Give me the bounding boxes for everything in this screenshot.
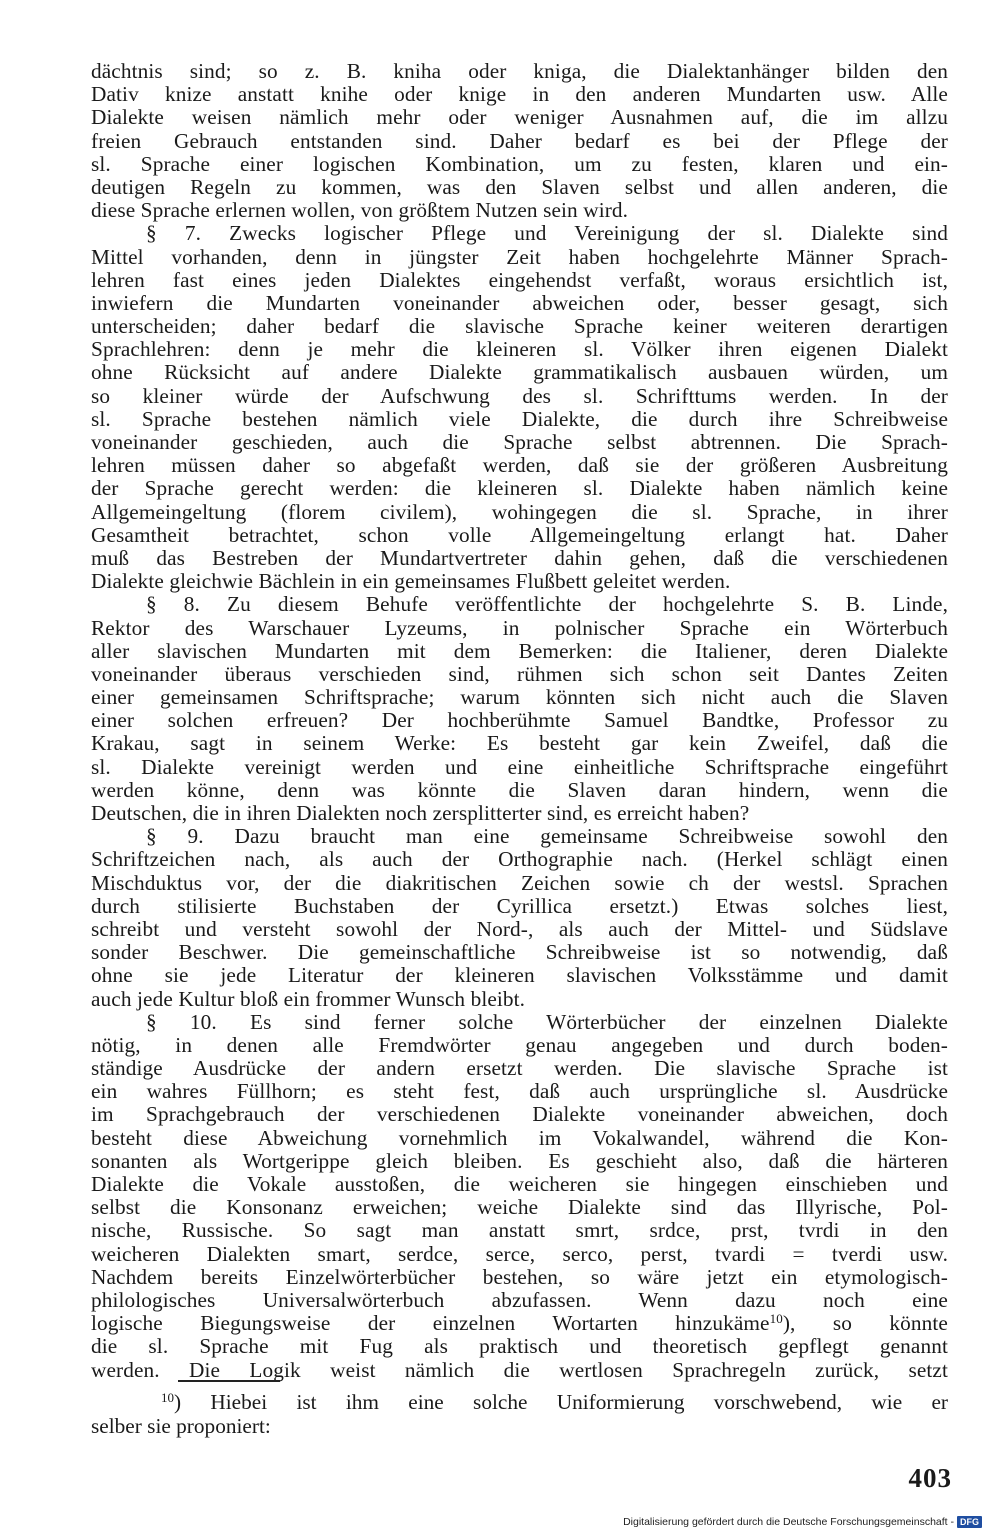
text-line: Dialekte gleichwie Bächlein in ein gemeinsames Flußbett geleitet werden. — [91, 570, 731, 594]
text-line: durch stilisierte Buchstaben der Cyrillica ersetzt.) Etwas solches liest, — [91, 894, 948, 918]
paragraph-section-10 — [91, 1011, 948, 1382]
footnote-marker: 10 — [161, 1390, 174, 1405]
text-line: ein wahres Füllhorn; es steht fest, daß auch ursprüngliche sl. Ausdrücke — [91, 1080, 948, 1104]
text-line: Rektor des Warschauer Lyzeums, in polnischer Sprache ein Wörterbuch — [91, 616, 948, 640]
text-line: sonder Beschwer. Die gemeinschaftliche Schreibweise ist so notwendig, daß — [91, 941, 948, 965]
text-line-part: ), so könnte — [782, 1312, 948, 1336]
text-line: Mischduktus vor, der die diakritischen Zeichen sowie ch der westsl. Sprachen — [91, 871, 948, 895]
text-line: Dialekte weisen nämlich mehr oder weniger Ausnahmen auf, die im allzu — [91, 106, 948, 130]
text-line: ohne Rücksicht auf andere Dialekte grammatikalisch ausbauen würden, um — [91, 361, 948, 385]
text-line: diese Sprache erlernen wollen, von größtem Nutzen sein wird. — [91, 199, 629, 223]
text-line: Schriftzeichen nach, als auch der Orthographie nach. (Herkel schlägt einen — [91, 848, 948, 872]
text-line: weicheren Dialekten smart, serdce, serce, serco, perst, tvardi = tverdi usw. — [91, 1242, 948, 1266]
text-line: Mittel vorhanden, denn in jüngster Zeit haben hochgelehrte Männer Sprach- — [91, 245, 948, 269]
text-line: einer gemeinsamen Schriftsprache; warum könnten sich nicht auch die Slaven — [91, 686, 948, 710]
text-line: auch jede Kultur bloß ein frommer Wunsch bleibt. — [91, 987, 526, 1011]
text-line: voneinander geschieden, auch die Sprache selbst abtrennen. Die Sprach- — [91, 431, 948, 454]
text-line: besteht diese Abweichung vornehmlich im Vokalwandel, während die Kon- — [91, 1126, 948, 1150]
text-line: sl. Sprache einer logischen Kombination, um zu festen, klaren und ein- — [91, 152, 948, 176]
text-line: lehren fast eines jeden Dialektes eingehendst verfaßt, woraus ersichtlich ist, — [91, 268, 948, 292]
text-line: Gesamtheit betrachtet, schon volle Allgemeingeltung erlangt hat. Daher — [91, 523, 948, 547]
text-line: nötig, in denen alle Fremdwörter genau angegeben und durch boden- — [91, 1033, 948, 1057]
paragraph-section-7 — [91, 222, 948, 593]
text-line: sonanten als Wortgerippe gleich bleiben. Es geschieht also, daß die härteren — [91, 1149, 948, 1173]
digitization-credit — [623, 1516, 982, 1528]
text-line: voneinander überaus verschieden sind, rühmen sich schon seit Dantes Zeiten — [91, 662, 948, 686]
main-text — [91, 60, 948, 1382]
text-line: § 9. Dazu braucht man eine gemeinsame Schreibweise sowohl den — [146, 825, 948, 849]
text-line: Deutschen, die in ihren Dialekten noch zersplitterter sind, es erreicht haben? — [91, 802, 750, 825]
text-line: die sl. Sprache mit Fug als praktisch und theoretisch gepflegt genannt — [91, 1335, 948, 1359]
text-line: § 7. Zwecks logischer Pflege und Vereinigung der sl. Dialekte sind — [146, 222, 948, 246]
text-line: schreibt und versteht sowohl der Nord-, als auch der Mittel- und Südslave — [91, 917, 948, 941]
footnote — [91, 1390, 948, 1438]
text-line: § 10. Es sind ferner solche Wörterbücher der einzelnen Dialekte — [146, 1010, 948, 1034]
footnote-divider — [178, 1380, 280, 1382]
text-line: aller slavischen Mundarten mit dem Bemerken: die Italiener, deren Dialekte — [91, 639, 948, 663]
credit-text: Digitalisierung gefördert durch die Deutsche Forschungsgemeinschaft - — [623, 1516, 954, 1528]
text-line: sl. Dialekte vereinigt werden und eine einheitliche Schriftsprache eingeführt — [91, 755, 948, 779]
footnote-line — [91, 1390, 948, 1414]
paragraph-continuation — [91, 60, 948, 222]
text-line: philologisches Universalwörterbuch abzufassen. Wenn dazu noch eine — [91, 1288, 948, 1312]
text-line: Krakau, sagt in seinem Werke: Es besteht gar kein Zweifel, daß die — [91, 732, 948, 756]
text-line-part: logische Biegungsweise der einzelnen Wortarten hinzukäme — [91, 1312, 770, 1336]
text-line: Allgemeingeltung (florem civilem), wohingegen die sl. Sprache, in ihrer — [91, 500, 948, 524]
paragraph-section-8 — [91, 593, 948, 825]
text-line: muß das Bestreben der Mundartvertreter dahin gehen, daß die verschiedenen — [91, 546, 948, 570]
text-line: Sprachlehren: denn je mehr die kleineren sl. Völker ihren eigenen Dialekt — [91, 338, 948, 362]
text-line: nische, Russische. So sagt man anstatt smrt, srdce, prst, tvrdi in den — [91, 1219, 948, 1243]
paragraph-section-9 — [91, 825, 948, 1011]
text-line: Dialekte die Vokale ausstoßen, die weicheren sie hingegen einschieben und — [91, 1173, 948, 1196]
text-line: Nachdem bereits Einzelwörterbücher bestehen, so wäre jetzt ein etymologisch- — [91, 1265, 948, 1289]
footnote-line: selber sie proponiert: — [91, 1414, 271, 1438]
text-line: unterscheiden; daher bedarf die slavische Sprache keiner weiteren derartigen — [91, 315, 948, 339]
text-line: sl. Sprache bestehen nämlich viele Dialekte, die durch ihre Schreibweise — [91, 407, 948, 431]
text-line: im Sprachgebrauch der verschiedenen Dialekte voneinander abweichen, doch — [91, 1103, 948, 1127]
footnote-text: ) Hiebei ist ihm eine solche Uniformierung vorschwebend, wie er — [174, 1390, 948, 1414]
text-line: ständige Ausdrücke der andern ersetzt werden. Die slavische Sprache ist — [91, 1057, 948, 1081]
text-line: lehren müssen daher so abgefaßt werden, daß sie der größeren Ausbreitung — [91, 454, 948, 478]
text-line: einer solchen erfreuen? Der hochberühmte Samuel Bandtke, Professor zu — [91, 709, 948, 733]
text-line: so kleiner würde der Aufschwung des sl. Schrifttums werden. In der — [91, 384, 948, 408]
footnote-reference: 10 — [769, 1312, 783, 1327]
dfg-logo: DFG — [957, 1516, 982, 1528]
text-line: deutigen Regeln zu kommen, was den Slaven selbst und allen anderen, die — [91, 175, 948, 199]
text-line-with-note-ref — [91, 1312, 948, 1335]
text-line: inwiefern die Mundarten voneinander abweichen oder, besser gesagt, sich — [91, 291, 948, 315]
text-line: dächtnis sind; so z. B. kniha oder kniga, die Dialektanhänger bilden den — [91, 60, 948, 83]
text-line: Dativ knize anstatt knihe oder knige in den anderen Mundarten usw. Alle — [91, 83, 948, 107]
text-line: werden. Die Logik weist nämlich die wertlosen Sprachregeln zurück, setzt — [91, 1358, 948, 1382]
text-line: der Sprache gerecht werden: die kleineren sl. Dialekte haben nämlich keine — [91, 477, 948, 501]
text-line: freien Gebrauch entstanden sind. Daher bedarf es bei der Pflege der — [91, 129, 948, 153]
text-line: § 8. Zu diesem Behufe veröffentlichte der hochgelehrte S. B. Linde, — [146, 593, 948, 617]
text-line: selbst die Konsonanz erweichen; weiche Dialekte sind das Illyrische, Pol- — [91, 1196, 948, 1220]
page-number: 403 — [908, 1463, 952, 1493]
text-line: werden könne, denn was könnte die Slaven daran hindern, wenn die — [91, 778, 948, 802]
text-line: ohne sie jede Literatur der kleineren slavischen Volksstämme und damit — [91, 964, 948, 988]
